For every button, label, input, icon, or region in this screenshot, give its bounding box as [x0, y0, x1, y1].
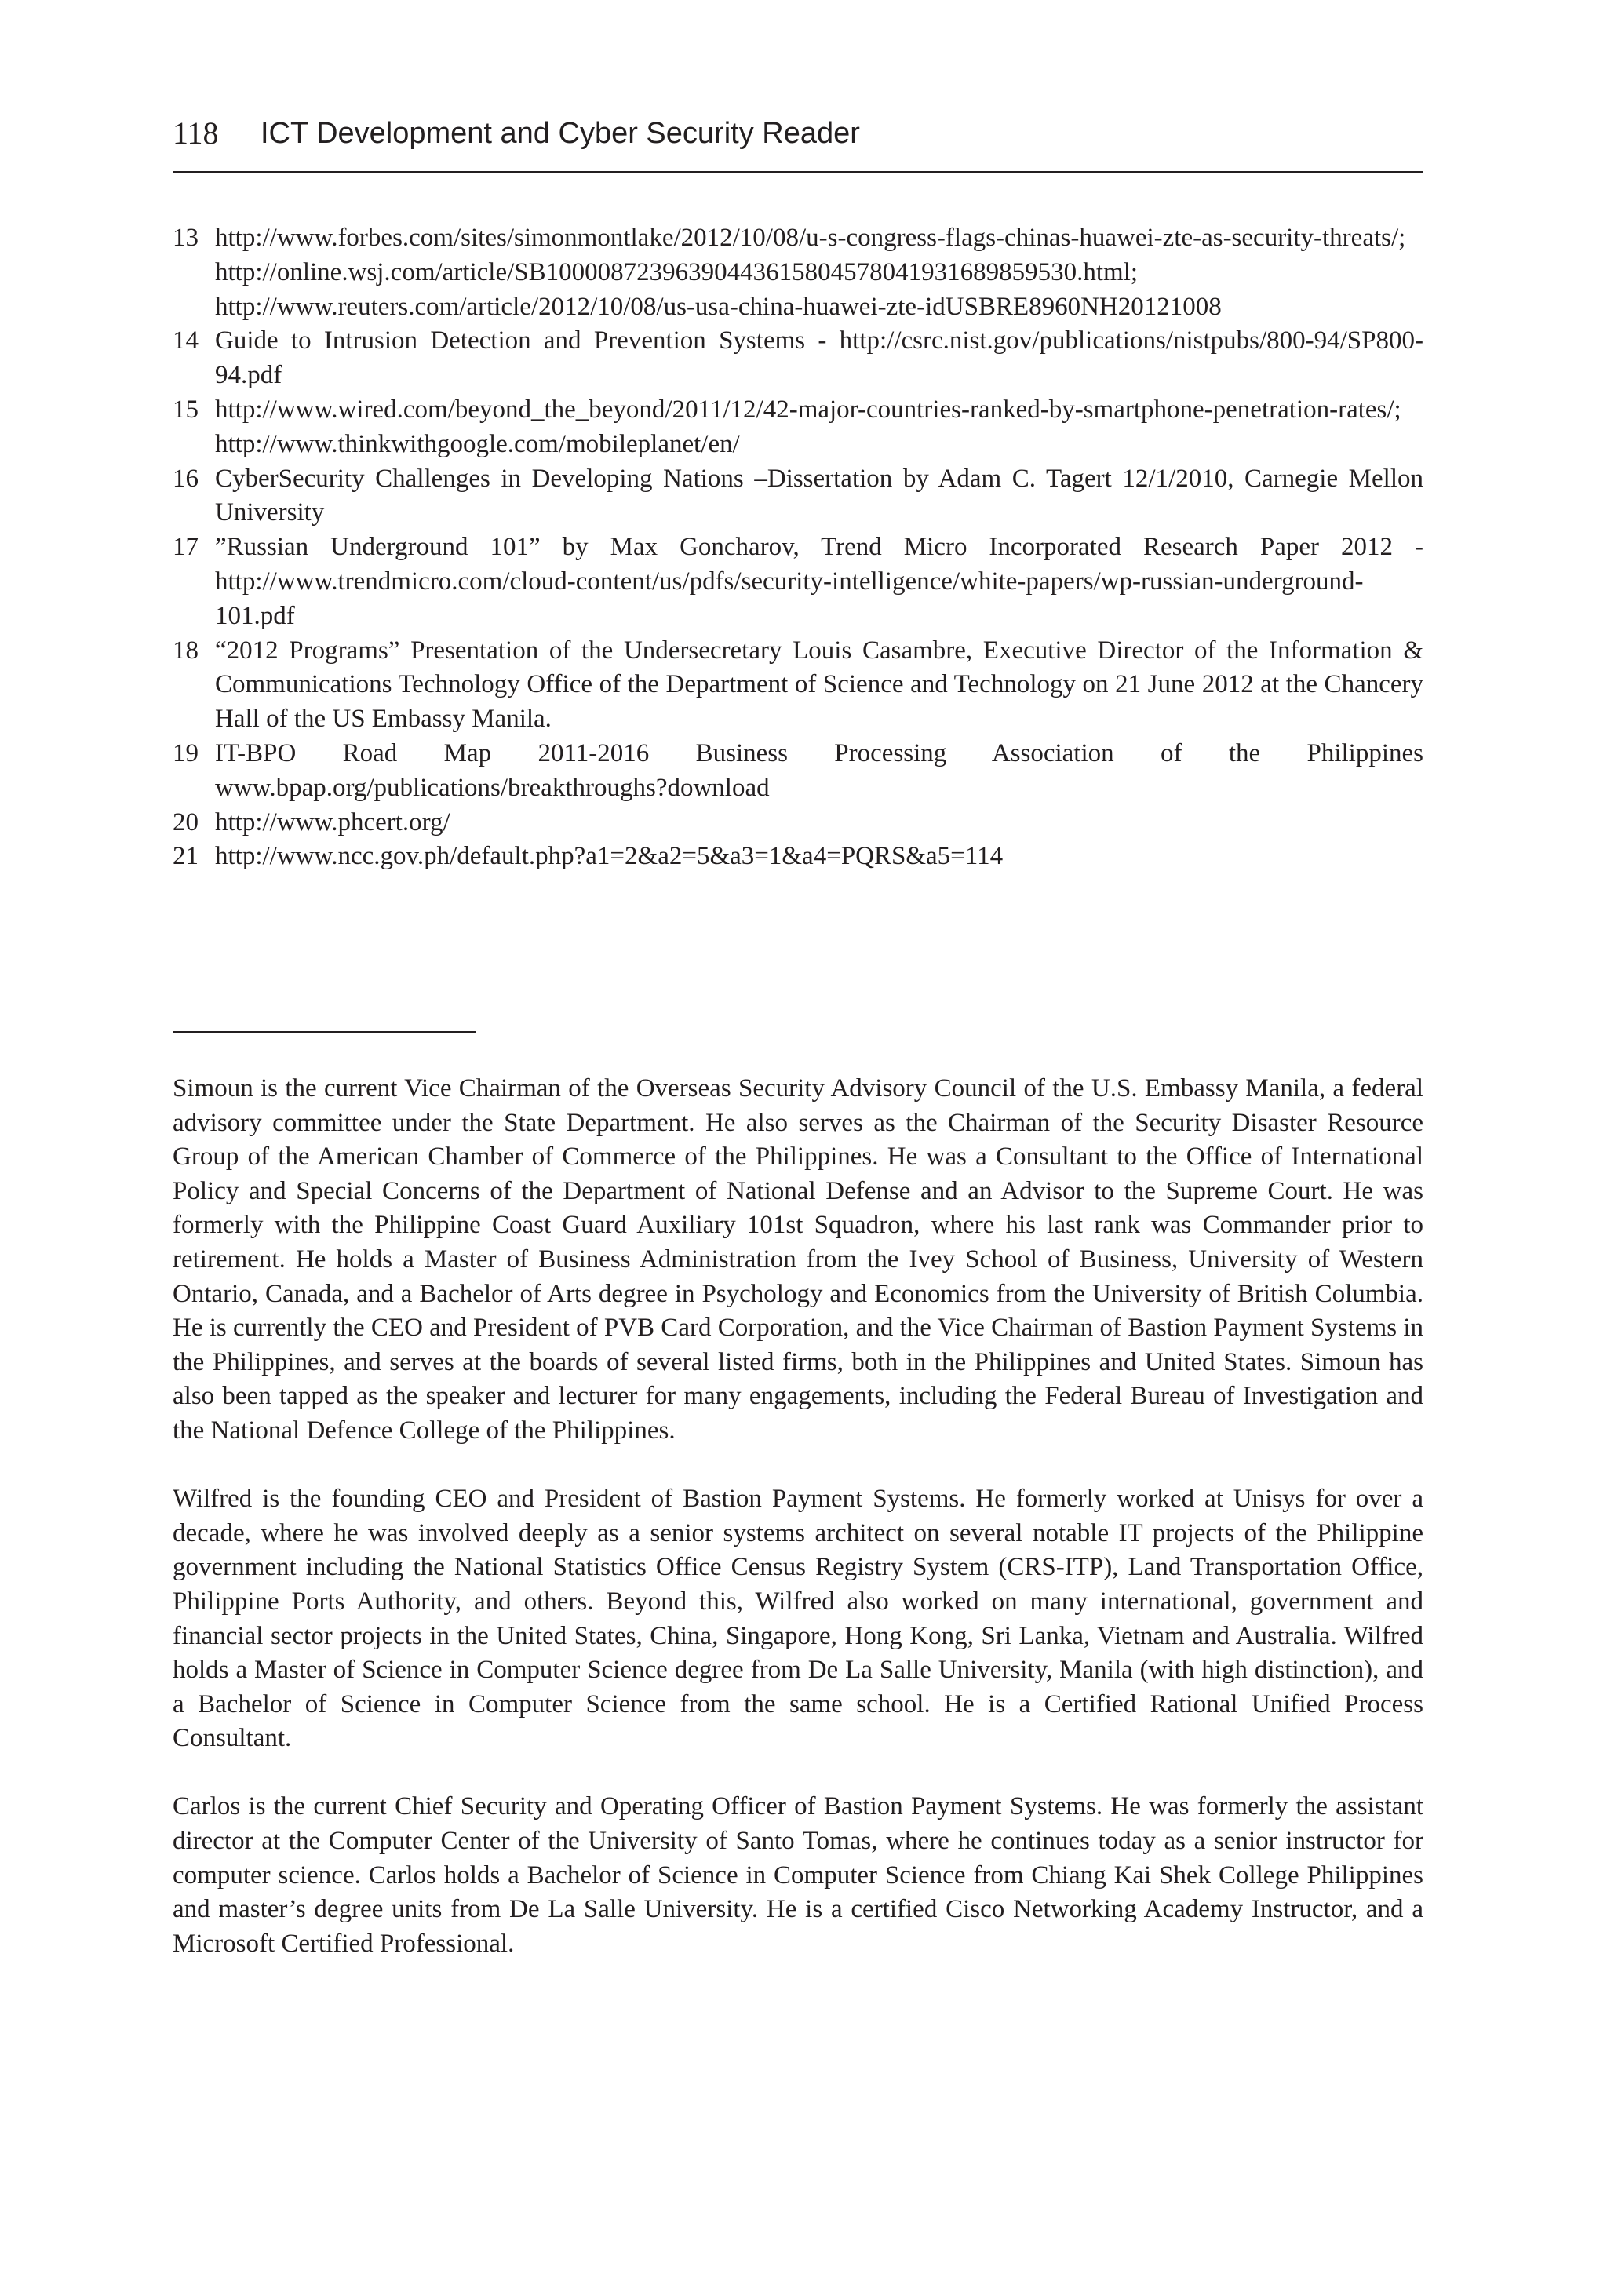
- page-number: 118: [173, 115, 219, 151]
- endnote-text: CyberSecurity Challenges in Developing Nations –Dissertation by Adam C. Tagert 12/1/2010, Carnegie Mellon University: [215, 464, 1423, 527]
- endnote-number: 21: [173, 842, 199, 871]
- endnote-text: Guide to Intrusion Detection and Prevention Systems - http://csrc.nist.gov/publications/nistpubs/800-94/SP800-94.pdf: [215, 326, 1423, 390]
- endnote-number: 16: [173, 464, 199, 493]
- footnote-separator: [173, 1031, 476, 1033]
- endnote-text: ”Russian Underground 101” by Max Goncharov, Trend Micro Incorporated Research Paper 2012 -http://www.trendmicro.com/cloud-content/us/pdfs/security-intelligence/white-papers/wp-russian-underground-101.pdf: [215, 533, 1423, 630]
- endnote: [173, 634, 1423, 737]
- endnotes-list: [173, 221, 1423, 874]
- endnote-text: http://www.phcert.org/: [215, 807, 450, 836]
- endnote-text: “2012 Programs” Presentation of the Undersecretary Louis Casambre, Executive Director of the Information & Communications Technology Office of the Department of Science and Technology on 21 June 2012 at the Chancery Hall of the US Embassy Manila.: [215, 636, 1423, 734]
- running-title: ICT Development and Cyber Security Reader: [261, 117, 860, 150]
- endnote-number: 13: [173, 224, 199, 252]
- author-bio-simoun: Simoun is the current Vice Chairman of the Overseas Security Advisory Council of the U.S. Embassy Manila, a federal advisory committee under the State Department. He also serves as the Chairman of the Security Disaster Resource Group of the American Chamber of Commerce of the Philippines. He was a Consultant to the Office of International Policy and Special Concerns of the Department of National Defense and an Advisor to the Supreme Court. He was formerly with the Philippine Coast Guard Auxiliary 101st Squadron, where his last rank was Commander prior to retirement. He holds a Master of Business Administration from the Ivey School of Business, University of Western Ontario, Canada, and a Bachelor of Arts degree in Psychology and Economics from the University of British Columbia. He is currently the CEO and President of PVB Card Corporation, and the Vice Chairman of Bastion Payment Systems in the Philippines, and serves at the boards of several listed firms, both in the Philippines and United States. Simoun has also been tapped as the speaker and lecturer for many engagements, including the Federal Bureau of Investigation and the National Defence College of the Philippines.: [173, 1074, 1423, 1445]
- running-header: [173, 110, 1423, 173]
- author-bio-wilfred: Wilfred is the founding CEO and President of Bastion Payment Systems. He formerly worked at Unisys for over a decade, where he was involved deeply as a senior systems architect on several notable IT projects of the Philippine government including the National Statistics Office Census Registry System (CRS-ITP), Land Transportation Office, Philippine Ports Authority, and others. Beyond this, Wilfred also worked on many international, government and financial sector projects in the United States, China, Singapore, Hong Kong, Sri Lanka, Vietnam and Australia. Wilfred holds a Master of Science in Computer Science degree from De La Salle University, Manila (with high distinction), and a Bachelor of Science in Computer Science from the same school. He is a Certified Rational Unified Process Consultant.: [173, 1485, 1423, 1753]
- endnote: [173, 324, 1423, 393]
- endnote: [173, 462, 1423, 531]
- endnote-text: http://www.wired.com/beyond_the_beyond/2011/12/42-major-countries-ranked-by-smartphone-penetration-rates/; http://www.thinkwithgoogle.com/mobileplanet/en/: [215, 395, 1401, 458]
- endnote-text: IT-BPO Road Map 2011-2016 Business Processing Association of the Philippines www.bpap.org/publications/breakthroughs?download: [215, 738, 1423, 802]
- author-bios: [173, 1072, 1423, 1995]
- endnote-number: 20: [173, 807, 199, 836]
- endnote-text: http://www.forbes.com/sites/simonmontlake/2012/10/08/u-s-congress-flags-chinas-huawei-zte-as-security-threats/; http://online.wsj.com/article/SB10000872396390443615804578041931689859530.html; http://www.reuters.com/article/2012/10/08/us-usa-china-huawei-zte-idUSBRE8960NH20121008: [215, 224, 1406, 321]
- endnote-number: 15: [173, 395, 199, 424]
- endnote-number: 19: [173, 738, 199, 767]
- endnote-number: 17: [173, 533, 199, 562]
- endnote: [173, 221, 1423, 324]
- endnote-text: http://www.ncc.gov.ph/default.php?a1=2&a2=5&a3=1&a4=PQRS&a5=114: [215, 842, 1004, 871]
- endnote: [173, 806, 1423, 840]
- author-bio-carlos: Carlos is the current Chief Security and Operating Officer of Bastion Payment Systems. He was formerly the assistant director at the Computer Center of the University of Santo Tomas, where he continues today as a senior instructor for computer science. Carlos holds a Bachelor of Science in Computer Science from Chiang Kai Shek College Philippines and master’s degree units from De La Salle University. He is a certified Cisco Networking Academy Instructor, and a Microsoft Certified Professional.: [173, 1792, 1423, 1958]
- endnote-number: 14: [173, 326, 199, 355]
- endnote-number: 18: [173, 636, 199, 665]
- endnote: [173, 393, 1423, 462]
- endnote: [173, 530, 1423, 633]
- endnote: [173, 737, 1423, 806]
- endnote: [173, 840, 1423, 874]
